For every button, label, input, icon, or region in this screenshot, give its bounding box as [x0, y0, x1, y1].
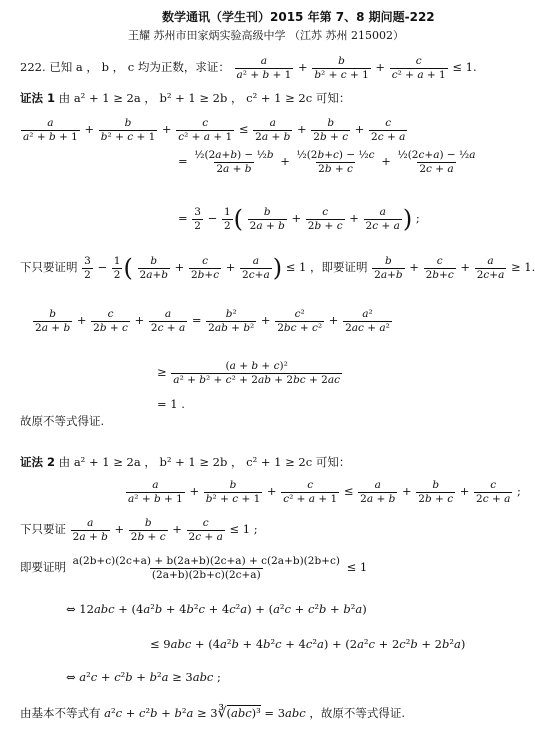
proof1-line1: $\frac{a}{\text{a² + b + 1}}$ + $\frac{b}{\text{b² + c + 1}}$ + $\frac{c}{\text{c² + a + 1}}$ ≤ $\frac{a}{2a + b}$ + $\frac{b}{2b + c}$ + $\frac{c}{2c + a}$ [23, 117, 406, 143]
page-title: 数学通讯（学生刊）2015 年第 7、8 期问题-222 [162, 10, 435, 24]
proof2-step2: ≤ 9abc + (4a²b + 4b²c + 4c²a) + (2a²c + 2c²b + 2b²a) [150, 637, 466, 651]
proof1-bound: ≥ $\frac{\text{(a + b + c)²}}{\text{a² + b² + c² + 2ab + 2bc + 2ac}}$ [157, 360, 340, 386]
author-line: 王耀 苏州市田家炳实验高级中学 （江苏 苏州 215002） [128, 29, 404, 42]
proof1-condition: 证法 1 由 a² + 1 ≥ 2a ， b² + 1 ≥ 2b ， c² + 1 ≥ 2c 可知： [20, 91, 351, 105]
proof2-reduction: 下只要证 $\frac{a}{2a + b}$ + $\frac{b}{2b + c}$ + $\frac{c}{2c + a}$ ≤ 1 ; [20, 517, 258, 543]
proof1-line3: = $\frac{3}{2}$ − $\frac{1}{2}$ ( $\frac{b}{2a + b}$ + $\frac{c}{2b + c}$ + $\frac{a}{2c + a}$ ) ; [178, 205, 420, 233]
proof1-heading: 证法 1 [20, 91, 56, 105]
proof1-conclusion: 故原不等式得证. [20, 414, 105, 428]
proof2-line1: $\frac{a}{\text{a² + b + 1}}$ + $\frac{b}{\text{b² + c + 1}}$ + $\frac{c}{\text{c² + a + 1}}$ ≤ $\frac{a}{2a + b}$ + $\frac{b}{2b + c}$ + $\frac{c}{2c + a}$ ; [128, 479, 521, 505]
problem-statement: 222. 已知 a ， b ， c 均为正数，求证： $\frac{a}{\text{a² + b + 1}}$ + $\frac{b}{\text{b² + c + 1}}$ + $\frac{c}{\text{c² + a + 1}}$ ≤ 1. [20, 55, 477, 81]
problem-rhs: ≤ 1. [452, 60, 477, 74]
problem-intro: 已知 a ， b ， c 均为正数，求证： [49, 60, 230, 74]
proof1-line2: = $\frac{\text{½(2a+b) − ½b}}{2a + b}$ + $\frac{\text{½(2b+c) − ½c}}{2b + c}$ + $\frac{\text{½(2c+a) − ½a}}{2c + a}$ [178, 149, 476, 175]
proof2-heading: 证法 2 [20, 455, 56, 469]
proof2-final: 由基本不等式有 a²c + c²b + b²a ≥ 3∛(abc)³ = 3abc ，故原不等式得证. [20, 705, 406, 721]
proof1-cauchy: $\frac{b}{2a + b}$ + $\frac{c}{2b + c}$ + $\frac{a}{2c + a}$ = $\frac{\text{b²}}{\text{2ab + b²}}$ + $\frac{\text{c²}}{\text{2bc + c²}}$ + $\frac{\text{a²}}{\text{2ac + a²}}$ [35, 308, 390, 334]
proof2-step1: ⇔ 12abc + (4a²b + 4b²c + 4c²a) + (a²c + c²b + b²a) [66, 602, 367, 616]
proof2-step3: ⇔ a²c + c²b + b²a ≥ 3abc ; [66, 670, 221, 684]
proof1-equals-one: = 1 . [157, 397, 185, 411]
problem-number: 222. [20, 60, 46, 74]
proof2-equivalent: 即要证明 $\frac{a(2b+c)(2c+a) + b(2a+b)(2c+a) + c(2a+b)(2b+c)}{(2a+b)(2b+c)(2c+a)}$ ≤ 1 [20, 555, 368, 581]
proof1-reduction: 下只要证明 $\frac{3}{2}$ − $\frac{1}{2}$ ( $\frac{b}{2a+b}$ + $\frac{c}{2b+c}$ + $\frac{a}{2c+a}$ ) ≤ 1 ，即要证明 $\frac{b}{2a+b}$ + $\frac{c}{2b+c}$ + $\frac{a}{2c+a}$ ≥ 1. [20, 254, 535, 282]
proof2-condition: 证法 2 由 a² + 1 ≥ 2a ， b² + 1 ≥ 2b ， c² + 1 ≥ 2c 可知： [20, 455, 351, 469]
